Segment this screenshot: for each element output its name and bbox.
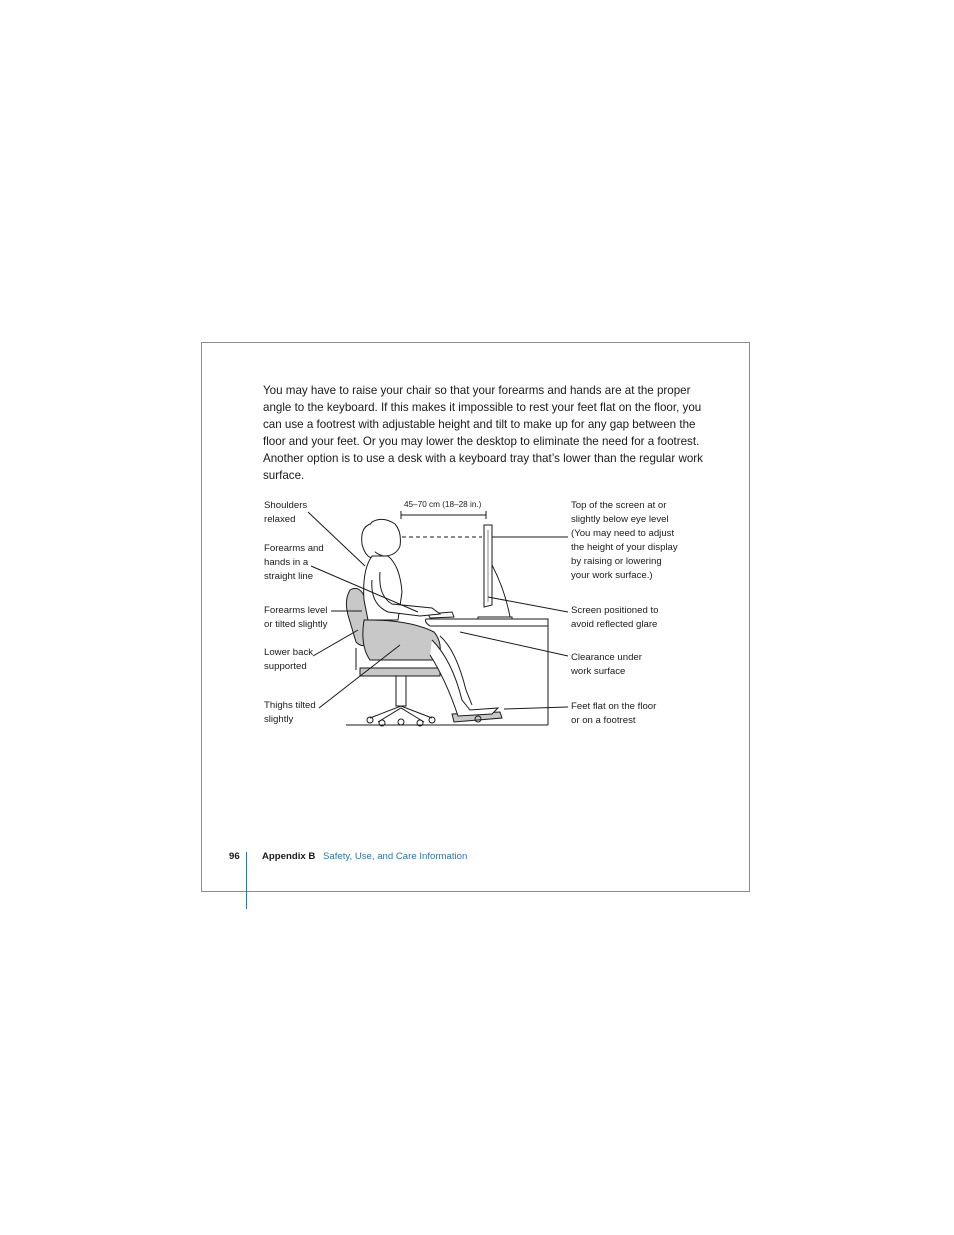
monitor xyxy=(478,525,512,619)
page-number: 96 xyxy=(229,851,240,862)
label-thighs: Thighs tilted slightly xyxy=(264,700,316,725)
label-shoulders: Shoulders relaxed xyxy=(264,500,308,525)
label-feet: Feet flat on the floor or on a footrest xyxy=(571,701,657,726)
label-lower-back: Lower back supported xyxy=(264,647,314,672)
label-forearms-level: Forearms level or tilted slightly xyxy=(264,605,328,630)
label-screen-position: Screen positioned to avoid reflected glare xyxy=(571,605,659,630)
label-clearance: Clearance under work surface xyxy=(571,652,642,677)
body-paragraph: You may have to raise your chair so that your forearms and hands are at the proper angle to the keyboard. If this makes it impossible to rest your feet flat on the floor, you can use a footrest with adjustable height and tilt to make up for any gap between the floor and your feet. Or you may lower the desktop to eliminate the need for a footrest. Another option is to use a desk with a keyboard tray that’s lower than the regular work surface. xyxy=(263,384,703,482)
label-forearms-line: Forearms and hands in a straight line xyxy=(264,543,324,582)
footer-rule xyxy=(246,852,247,909)
footer-appendix: Appendix B xyxy=(262,851,316,862)
distance-label: 45–70 cm (18–28 in.) xyxy=(404,500,482,509)
distance-dimension xyxy=(401,511,486,519)
footer-chapter-title: Safety, Use, and Care Information xyxy=(323,851,468,862)
label-screen-top: Top of the screen at or slightly below eye level (You may need to adjust the height of your display by raising or lowering your work surface.) xyxy=(571,500,678,581)
